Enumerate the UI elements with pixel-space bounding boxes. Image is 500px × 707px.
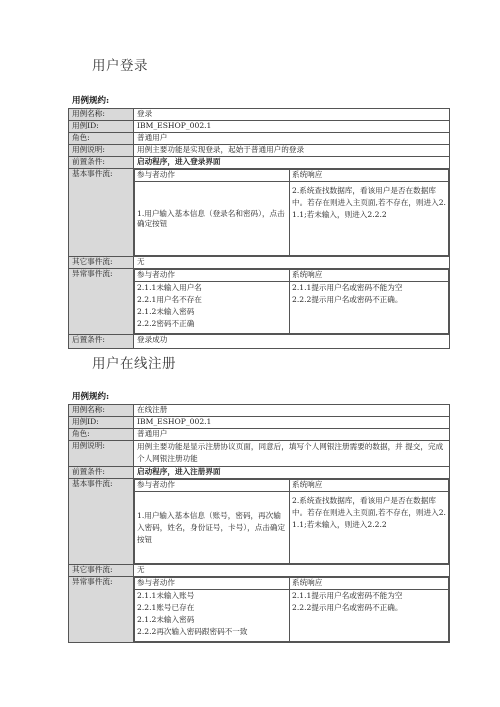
row-label: 异常事件流: [69,269,134,335]
system-head: 系统响应 [290,578,449,590]
row-value: 在线注册 [134,405,450,417]
row-value: 登录成功 [134,335,450,349]
list-item: 2.2.2密码不正确 [137,319,195,328]
list-item: 2.2.1用户名不存在 [137,295,202,304]
exception-flow-cell [134,577,450,643]
system-head: 系统响应 [290,270,449,282]
system-text: 2.系统查找数据库，看该用户是否在数据库中。若存在则进入主页面,若不存在，则进入2.1.1;若未输入，则进入2.2.2 [290,492,449,564]
basic-flow-cell [134,169,450,257]
row-value: 普通用户 [134,133,450,145]
list-item: 2.2.1账号已存在 [137,603,195,612]
actor-lines [135,590,290,642]
section-title: 用户在线注册 [92,356,176,372]
actor-head: 参与者动作 [135,578,290,590]
row-value: 用例主要功能是实现登录，起始于普通用户的登录 [134,145,450,157]
list-item: 2.1.1提示用户名或密码不能为空 [292,591,403,600]
system-lines [290,282,449,334]
row-label: 基本事件流: [69,169,134,257]
section-title: 用户登录 [92,58,148,74]
row-value: 登录 [134,109,450,121]
row-label: 前置条件: [69,467,134,479]
row-label: 其它事件流: [69,565,134,577]
row-value: 启动程序，进入注册界面 [134,467,450,479]
row-label: 用例说明: [69,145,134,157]
list-item: 2.1.1未输入用户名 [137,283,202,292]
actor-text: 1.用户输入基本信息（账号，密码，再次输入密码，姓名，身份证号，卡号），点击确定按钮 [135,492,290,564]
list-item: 2.2.2提示用户名或密码不正确。 [292,603,403,612]
system-head: 系统响应 [290,170,449,182]
row-value: IBM_ESHOP_002.1 [134,417,450,429]
basic-flow-table [134,479,449,564]
row-label: 用例ID: [69,121,134,133]
row-label: 后置条件: [69,335,134,349]
list-item: 2.1.1未输入账号 [137,591,195,600]
row-label: 其它事件流: [69,257,134,269]
actor-head: 参与者动作 [135,170,290,182]
row-label: 异常事件流: [69,577,134,643]
list-item: 2.1.1提示用户名或密码不能为空 [292,283,403,292]
actor-text: 1.用户输入基本信息（登录名和密码），点击确定按钮 [135,182,290,256]
row-value: 普通用户 [134,429,450,441]
section-login [68,54,450,349]
row-label: 用例名称: [69,405,134,417]
row-label: 用例说明: [69,441,134,467]
row-value: 无 [134,565,450,577]
basic-flow-table [134,169,449,256]
row-value: 无 [134,257,450,269]
exception-flow-table [134,269,449,334]
system-text: 2.系统查找数据库，看该用户是否在数据库中。若存在则进入主页面,若不存在，则进入2.1.1;若未输入，则进入2.2.2 [290,182,449,256]
row-label: 角色: [69,429,134,441]
list-item: 2.1.2未输入密码 [137,307,195,316]
row-value: IBM_ESHOP_002.1 [134,121,450,133]
actor-head: 参与者动作 [135,480,290,492]
usecase-table [68,404,450,643]
basic-flow-cell [134,479,450,565]
section-register [68,352,450,643]
system-head: 系统响应 [290,480,449,492]
actor-lines [135,282,290,334]
row-label: 基本事件流: [69,479,134,565]
row-label: 前置条件: [69,157,134,169]
row-label: 用例ID: [69,417,134,429]
list-item: 2.1.2未输入密码 [137,615,195,624]
usecase-subhead: 用例规约: [72,96,110,106]
actor-head: 参与者动作 [135,270,290,282]
exception-flow-table [134,577,449,642]
usecase-subhead: 用例规约: [72,392,110,402]
row-value: 启动程序，进入登录界面 [134,157,450,169]
row-label: 用例名称: [69,109,134,121]
row-value: 用例主要功能是显示注册协议页面，同意后，填写个人网银注册需要的数据，并 提交，完成个人网银注册功能 [134,441,450,467]
list-item: 2.2.2再次输入密码跟密码不一致 [137,627,248,636]
exception-flow-cell [134,269,450,335]
system-lines [290,590,449,642]
list-item: 2.2.2提示用户名或密码不正确。 [292,295,403,304]
row-label: 角色: [69,133,134,145]
usecase-table [68,108,450,349]
